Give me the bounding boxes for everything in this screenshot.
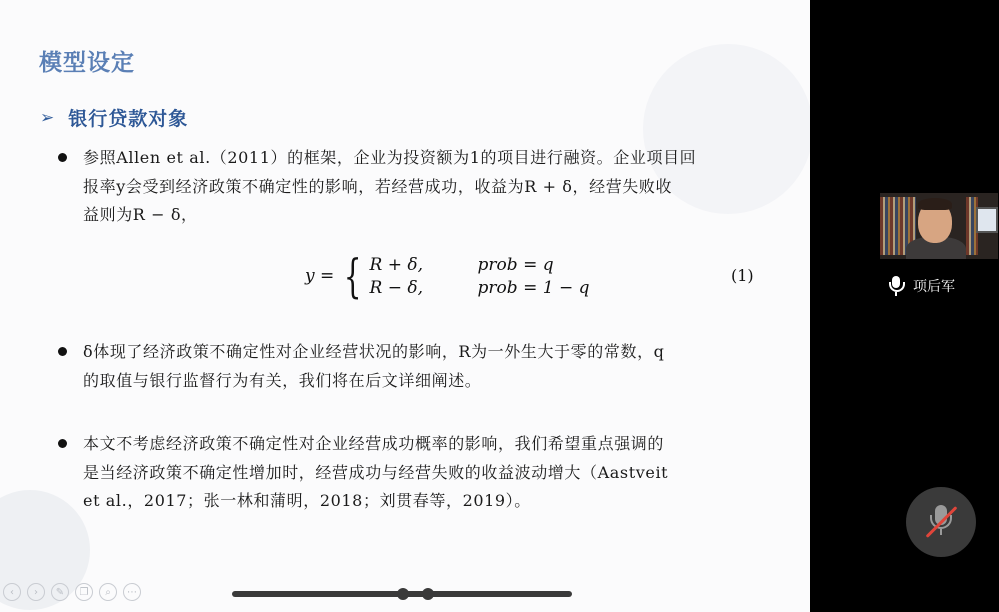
pages-icon[interactable]: ❐	[75, 583, 93, 601]
bullet-line: 益则为R − δ，	[83, 205, 198, 224]
more-icon[interactable]: ⋯	[123, 583, 141, 601]
case-value: R + δ,	[369, 254, 424, 275]
pen-icon[interactable]: ✎	[51, 583, 69, 601]
bullet-item	[58, 430, 766, 516]
equation-number: (1)	[731, 266, 754, 285]
mute-button[interactable]	[906, 487, 976, 557]
bullet-text	[83, 338, 766, 395]
bullet-text	[83, 144, 766, 230]
participant-video[interactable]	[880, 193, 998, 259]
slide-toolbar	[3, 583, 141, 601]
case-value: R − δ,	[369, 277, 424, 298]
previous-icon[interactable]: ‹	[3, 583, 21, 601]
slide-title: 模型设定	[39, 49, 135, 76]
horizontal-scrollbar[interactable]	[232, 591, 572, 597]
equation-cases	[370, 255, 590, 298]
equation-lhs: y =	[305, 266, 335, 286]
bullet-line: 本文不考虑经济政策不确定性对企业经营成功概率的影响，我们希望重点强调的	[83, 434, 665, 453]
bullet-item	[58, 144, 766, 230]
bullet-dot-icon	[58, 439, 67, 448]
subtitle-text: 银行贷款对象	[68, 108, 189, 130]
case-condition: prob = q	[477, 254, 554, 275]
bullet-line: δ体现了经济政策不确定性对企业经营状况的影响，R为一外生大于零的常数，q	[83, 342, 665, 361]
bullet-line: 是当经济政策不确定性增加时，经营成功与经营失败的收益波动增大（Aastveit	[83, 462, 669, 482]
bullet-text	[83, 430, 766, 516]
arrow-right-icon: ➢	[40, 107, 55, 128]
bullet-line: 报率y会受到经济政策不确定性的影响，若经营成功，收益为R + δ，经营失败收	[83, 176, 673, 196]
case-condition: prob = 1 − q	[477, 277, 590, 298]
bullet-dot-icon	[58, 347, 67, 356]
next-icon[interactable]: ›	[27, 583, 45, 601]
bullet-line: 的取值与银行监督行为有关，我们将在后文详细阐述。	[83, 370, 482, 390]
participant-hair	[918, 198, 952, 210]
slide-subtitle	[40, 104, 188, 131]
bullet-line: et al.，2017；张一林和蒲明，2018；刘贯春等，2019）。	[83, 491, 531, 510]
piecewise-equation	[305, 250, 589, 302]
background-monitor	[976, 207, 998, 233]
bullet-item	[58, 338, 766, 395]
active-speaker	[888, 276, 955, 296]
microphone-icon	[888, 276, 904, 296]
scroll-handle[interactable]	[397, 588, 409, 600]
equation-case	[370, 278, 590, 298]
left-brace: {	[344, 249, 362, 303]
microphone-muted-icon	[924, 503, 958, 541]
equation-case	[370, 255, 590, 275]
zoom-icon[interactable]: ⌕	[99, 583, 117, 601]
speaker-name: 项后军	[913, 279, 955, 295]
bullet-dot-icon	[58, 153, 67, 162]
scroll-handle[interactable]	[422, 588, 434, 600]
bullet-line: 参照Allen et al.（2011）的框架，企业为投资额为1的项目进行融资。企业项目回	[83, 148, 697, 167]
